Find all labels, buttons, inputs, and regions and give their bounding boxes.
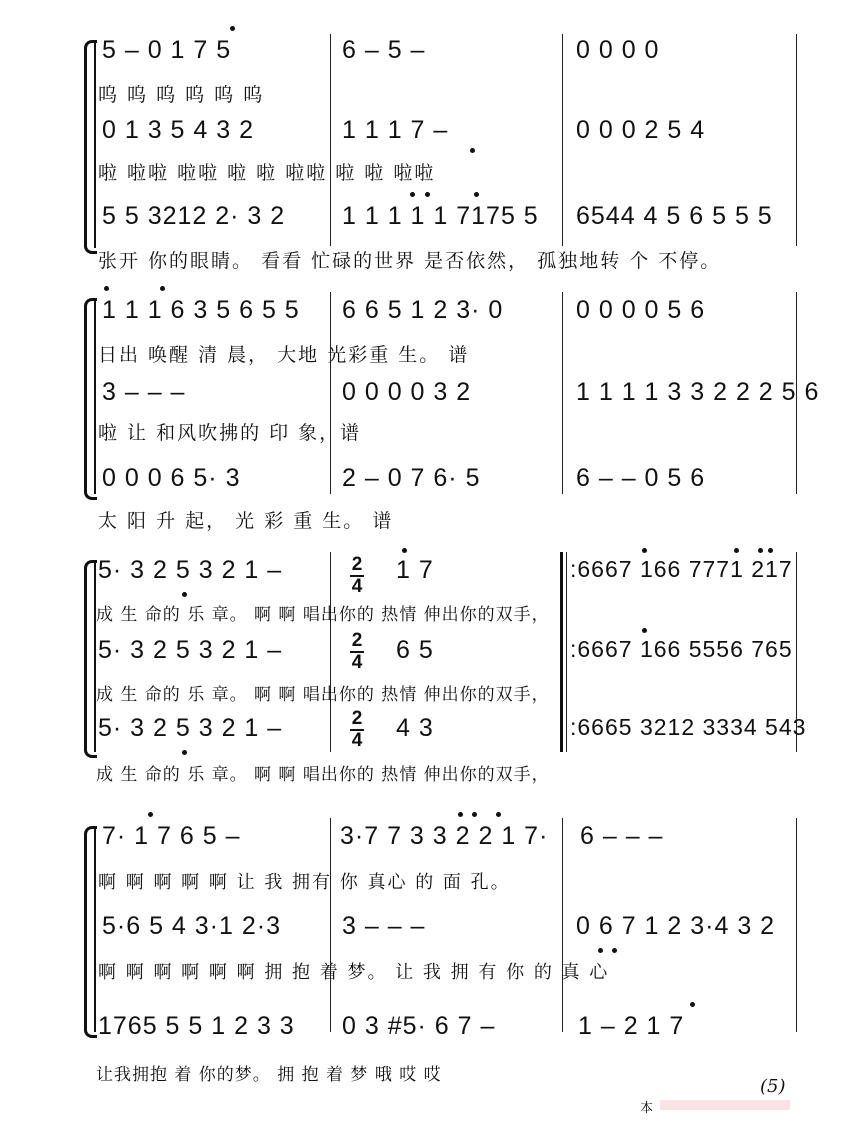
time-signature: 2 4: [351, 554, 363, 597]
notes-measure: 0 0 0 0 5 6: [576, 296, 706, 324]
notes-measure: 6 – – –: [580, 822, 664, 850]
octave-dot: [182, 592, 187, 597]
octave-dot: [470, 148, 475, 153]
notes-measure: 1 1 1 1 1 7175 5: [342, 202, 539, 230]
lyrics-line: 成 生 命的 乐 章。 啊 啊 唱出你的 热情 伸出你的双手，: [96, 685, 550, 705]
notes-measure: 0 6 7 1 2 3·4 3 2: [576, 912, 776, 940]
barline: [562, 292, 563, 494]
notes-measure: 5· 3 2 5 3 2 1 –: [98, 636, 283, 664]
system-brace-inner: [94, 298, 96, 494]
footer-text: 本: [640, 1101, 654, 1116]
notes-measure: 2 – 0 7 6· 5: [342, 464, 481, 492]
notes-measure: 1 7: [396, 556, 434, 584]
octave-dot: [160, 286, 165, 291]
octave-dot: [474, 192, 479, 197]
notes-measure: 0 0 0 2 5 4: [576, 116, 706, 144]
notes-measure: 1 1 1 6 3 5 6 5 5: [102, 296, 300, 324]
notes-measure: 6544 4 5 6 5 5 5: [576, 202, 773, 230]
notes-measure: 7· 1 7 6 5 –: [102, 822, 241, 850]
notes-measure: :6667 166 5556 765: [570, 636, 793, 662]
notes-measure: 0 3 #5· 6 7 –: [342, 1012, 496, 1040]
barline: [330, 552, 331, 752]
page-number: (5): [760, 1076, 786, 1097]
lyrics-line: 啊 啊 啊 啊 啊 啊 拥 抱 着 梦。 让 我 拥 有 你 的 真 心: [98, 962, 610, 983]
notes-measure: 6 – 5 –: [342, 36, 426, 64]
octave-dot: [768, 548, 773, 553]
system-brace-inner: [94, 560, 96, 752]
lyrics-line: 啦 啦啦 啦啦 啦 啦 啦啦 啦 啦 啦啦: [98, 162, 436, 184]
system-brace-inner: [94, 40, 96, 248]
barline: [562, 34, 563, 246]
octave-dot: [148, 812, 153, 817]
notes-measure: 5·6 5 4 3·1 2·3: [102, 912, 281, 940]
notes-measure: 3·7 7 3 3 2 2 1 7·: [340, 822, 549, 850]
octave-dot: [458, 812, 463, 817]
lyrics-line: 张开 你的眼睛。 看看 忙碌的世界 是否依然， 孤独地转 个 不停。: [98, 250, 722, 272]
lyrics-line: 呜 呜 呜 呜 呜 呜: [98, 84, 265, 106]
lyrics-line: 太 阳 升 起， 光 彩 重 生。 谱: [98, 510, 394, 532]
notes-measure: 0 0 0 6 5· 3: [102, 464, 241, 492]
notes-measure: 5 – 0 1 7 5: [102, 36, 232, 64]
octave-dot: [104, 286, 109, 291]
barline: [796, 34, 797, 246]
octave-dot: [402, 548, 407, 553]
watermark-strip: [660, 1100, 790, 1110]
octave-dot: [598, 948, 603, 953]
octave-dot: [230, 26, 235, 31]
octave-dot: [612, 948, 617, 953]
barline: [796, 818, 797, 1032]
octave-dot: [642, 548, 647, 553]
notes-measure: 5· 3 2 5 3 2 1 –: [98, 556, 283, 584]
lyrics-line: 成 生 命的 乐 章。 啊 啊 唱出你的 热情 伸出你的双手，: [96, 605, 550, 625]
octave-dot: [410, 192, 415, 197]
time-signature: 2 4: [351, 708, 363, 751]
notes-measure: 0 0 0 0: [576, 36, 660, 64]
octave-dot: [734, 548, 739, 553]
notes-measure: 0 0 0 0 3 2: [342, 378, 472, 406]
barline: [330, 34, 331, 246]
octave-dot: [182, 750, 187, 755]
barline: [566, 552, 567, 752]
lyrics-line: 成 生 命的 乐 章。 啊 啊 唱出你的 热情 伸出你的双手，: [96, 765, 550, 785]
barline: [330, 818, 331, 1032]
notes-measure: 1 1 1 7 –: [342, 116, 449, 144]
notes-measure: 4 3: [396, 714, 434, 742]
notes-measure: 0 1 3 5 4 3 2: [102, 116, 255, 144]
time-signature: 2 4: [351, 630, 363, 673]
lyrics-line: 啊 啊 啊 啊 啊 让 我 拥有 你 真心 的 面 孔。: [98, 872, 511, 893]
octave-dot: [690, 1002, 695, 1007]
notes-measure: :6667 166 7771 217: [570, 556, 793, 582]
octave-dot: [425, 192, 430, 197]
notes-measure: :6665 3212 3334 543: [570, 714, 807, 740]
octave-dot: [758, 548, 763, 553]
notes-measure: 6 – – 0 5 6: [576, 464, 706, 492]
notes-measure: 3 – – –: [342, 912, 426, 940]
notes-measure: 5· 3 2 5 3 2 1 –: [98, 714, 283, 742]
lyrics-line: 啦 让 和风吹拂的 印 象，谱: [98, 422, 362, 444]
notes-measure: 5 5 3212 2· 3 2: [102, 202, 286, 230]
lyrics-line: 让我拥抱 着 你的梦。 拥 抱 着 梦 哦 哎 哎: [96, 1065, 442, 1085]
notes-measure: 1 – 2 1 7: [578, 1012, 685, 1040]
notes-measure: 6 5: [396, 636, 434, 664]
repeat-barline: [560, 552, 563, 752]
octave-dot: [472, 812, 477, 817]
octave-dot: [642, 628, 647, 633]
notes-measure: 1 1 1 1 3 3 2 2 2 5 6: [576, 378, 820, 406]
barline: [330, 292, 331, 494]
notes-measure: 6 6 5 1 2 3· 0: [342, 296, 504, 324]
lyrics-line: 日出 唤醒 清 晨， 大地 光彩重 生。 谱: [98, 344, 470, 366]
notes-measure: 3 – – –: [102, 378, 186, 406]
notes-measure: 1765 5 5 1 2 3 3: [98, 1012, 295, 1040]
system-brace-inner: [94, 826, 96, 1032]
barline: [562, 818, 563, 1032]
octave-dot: [496, 812, 501, 817]
